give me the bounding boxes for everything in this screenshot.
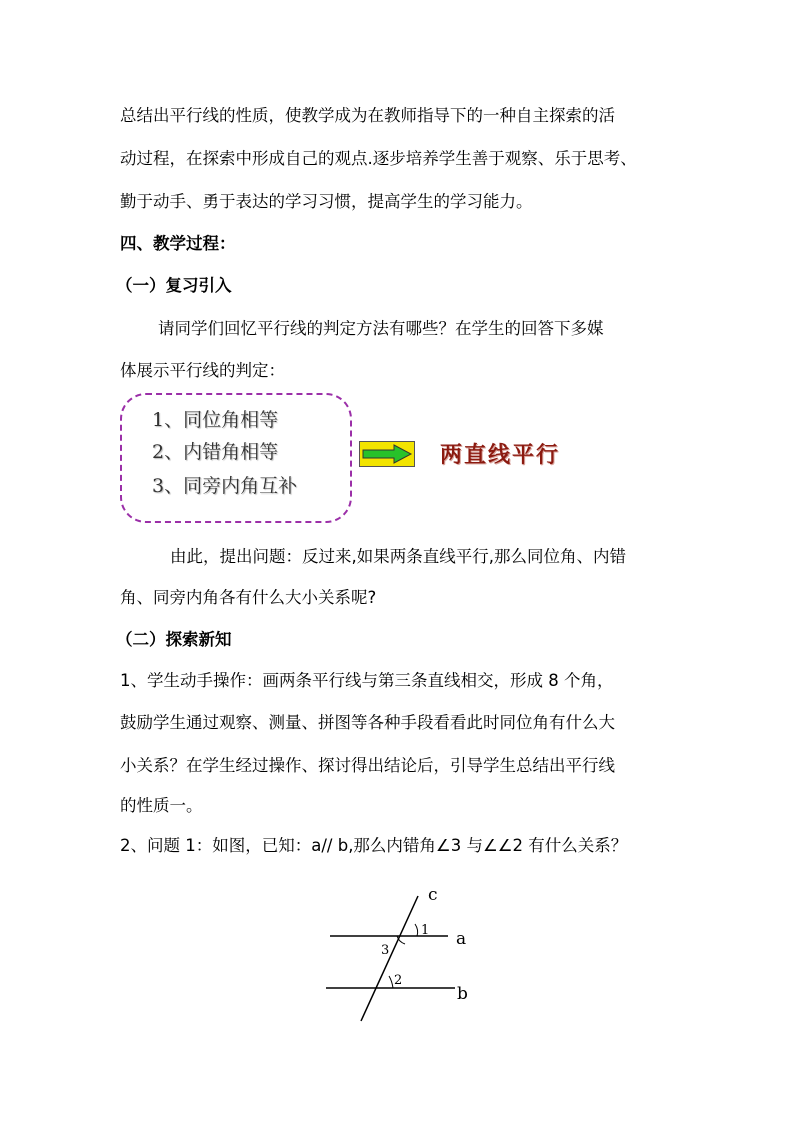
angle-2-arc <box>389 976 393 988</box>
text-line-11: 的性质一。 <box>120 796 203 815</box>
parallel-lines-figure <box>320 878 480 1028</box>
line-c <box>361 896 418 1021</box>
angle-2-label: 2 <box>394 973 403 988</box>
text-line-4: 请同学们回忆平行线的判定方法有哪些？在学生的回答下多媒 <box>158 319 604 338</box>
criteria-item-3: 3、同旁内角互补 <box>152 475 298 497</box>
text-line-5: 体展示平行线的判定： <box>120 361 285 380</box>
text-line-1: 总结出平行线的性质，使教学成为在教师指导下的一种自主探索的活 <box>120 106 615 125</box>
subsection-heading-explore: （二）探索新知 <box>116 630 232 649</box>
text-line-9: 鼓励学生通过观察、测量、拼图等各种手段看看此时同位角有什么大 <box>120 713 615 732</box>
criteria-item-1: 1、同位角相等 <box>152 409 279 431</box>
text-line-7: 角、同旁内角各有什么大小关系呢? <box>120 588 377 607</box>
criteria-box <box>120 393 352 523</box>
label-b: b <box>457 984 468 1004</box>
label-a: a <box>456 929 467 949</box>
subsection-heading-review: （一）复习引入 <box>116 276 232 295</box>
arrow-box <box>359 441 415 467</box>
angle-1-label: 1 <box>421 923 430 938</box>
text-line-3: 勤于动手、勇于表达的学习习惯，提高学生的学习能力。 <box>120 192 533 211</box>
angle-3-label: 3 <box>381 943 390 958</box>
criteria-item-2: 2、内错角相等 <box>152 441 279 463</box>
text-line-2: 动过程，在探索中形成自己的观点.逐步培养学生善于观察、乐于思考、 <box>120 149 637 168</box>
angle-1-arc <box>415 924 418 936</box>
label-c: c <box>428 885 438 905</box>
text-line-10: 小关系？在学生经过操作、探讨得出结论后，引导学生总结出平行线 <box>120 756 615 775</box>
criteria-result: 两直线平行 <box>440 442 561 468</box>
text-line-8: 1、学生动手操作：画两条平行线与第三条直线相交，形成 8 个角， <box>120 671 614 690</box>
right-arrow-icon <box>360 442 414 466</box>
section-heading-4: 四、教学过程： <box>120 234 236 253</box>
text-line-12: 2、问题 1：如图，已知：a// b,那么内错角∠3 与∠∠2 有什么关系？ <box>120 836 628 855</box>
text-line-6: 由此，提出问题：反过来,如果两条直线平行,那么同位角、内错 <box>170 547 626 566</box>
